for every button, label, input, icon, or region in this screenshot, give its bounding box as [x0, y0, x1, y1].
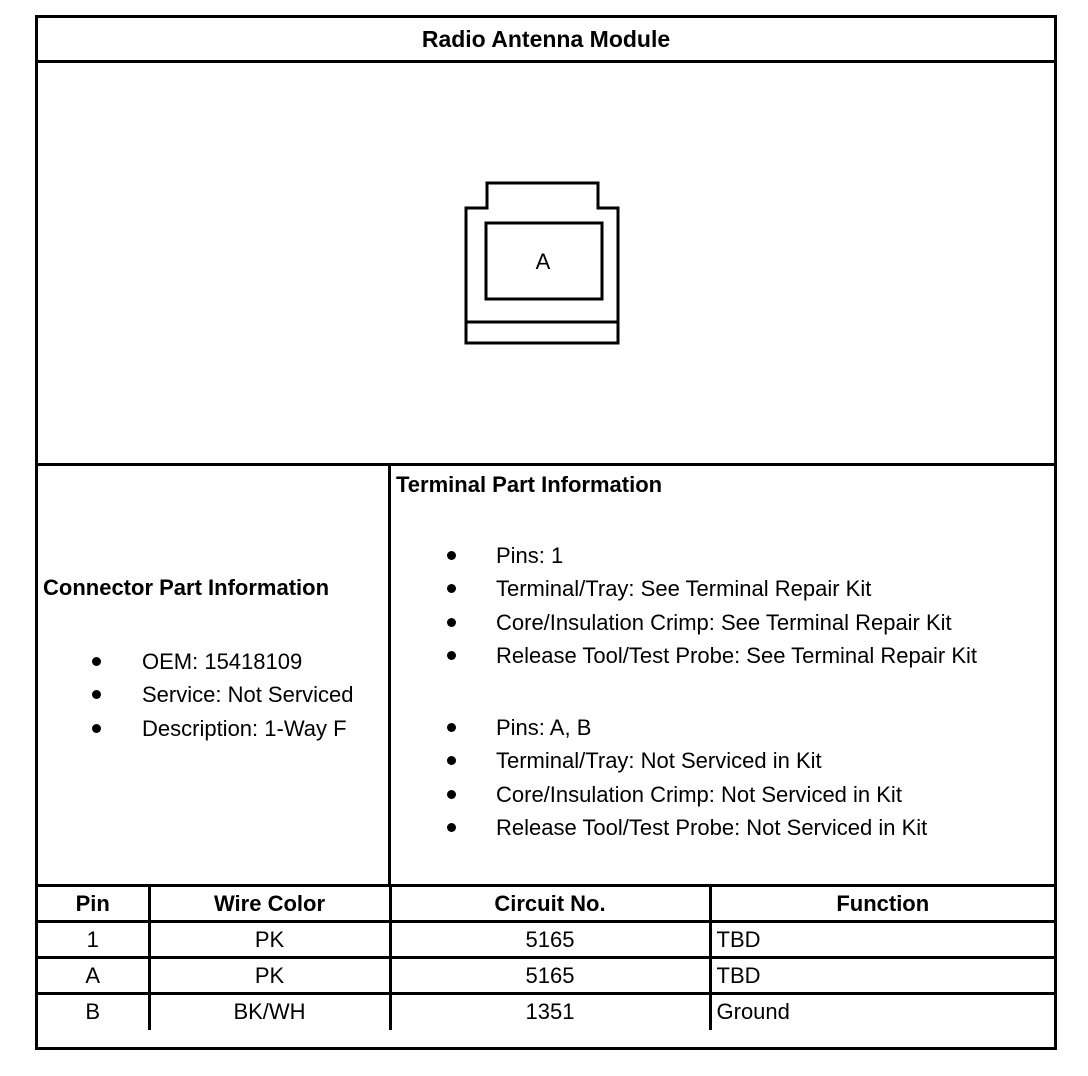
terminal-info-group-2: [447, 711, 927, 844]
cell-wire-color: BK/WH: [149, 994, 390, 1030]
list-item: Pins: A, B: [447, 711, 927, 744]
table-header-row: [38, 886, 1054, 922]
bullet-icon: [447, 651, 456, 660]
bullet-icon: [447, 551, 456, 560]
list-item: Terminal/Tray: Not Serviced in Kit: [447, 744, 927, 777]
header-pin: Pin: [38, 886, 149, 922]
list-item: Core/Insulation Crimp: Not Serviced in Kit: [447, 778, 927, 811]
bullet-icon: [92, 724, 101, 733]
header-function: Function: [710, 886, 1054, 922]
bullet-icon: [447, 618, 456, 627]
cell-circuit-no: 1351: [390, 994, 710, 1030]
terminal-part-info: [391, 466, 1054, 886]
header-circuit-no: Circuit No.: [390, 886, 710, 922]
bullet-icon: [447, 723, 456, 732]
cell-pin: B: [38, 994, 149, 1030]
list-item: Terminal/Tray: See Terminal Repair Kit: [447, 572, 977, 605]
list-item: Pins: 1: [447, 539, 977, 572]
list-item: Description: 1-Way F: [92, 712, 354, 745]
list-item: Core/Insulation Crimp: See Terminal Repair Kit: [447, 606, 977, 639]
pin-table: [38, 884, 1054, 1030]
cell-function: Ground: [710, 994, 1054, 1030]
cell-wire-color: PK: [149, 922, 390, 958]
cell-circuit-no: 5165: [390, 958, 710, 994]
cavity-a-label: A: [535, 249, 551, 274]
cell-pin: 1: [38, 922, 149, 958]
bullet-icon: [92, 690, 101, 699]
table-row: [38, 994, 1054, 1030]
connector-diagram: [38, 63, 1054, 466]
list-item: Service: Not Serviced: [92, 678, 354, 711]
header-wire-color: Wire Color: [149, 886, 390, 922]
page-title: Radio Antenna Module: [38, 18, 1054, 63]
list-item: OEM: 15418109: [92, 645, 354, 678]
cell-function: TBD: [710, 922, 1054, 958]
cell-wire-color: PK: [149, 958, 390, 994]
cell-circuit-no: 5165: [390, 922, 710, 958]
bullet-icon: [447, 790, 456, 799]
terminal-info-heading: Terminal Part Information: [396, 472, 663, 497]
connector-info-list: [92, 645, 354, 745]
bullet-icon: [447, 584, 456, 593]
bullet-icon: [92, 657, 101, 666]
table-row: [38, 958, 1054, 994]
table-row: [38, 922, 1054, 958]
list-item: Release Tool/Test Probe: Not Serviced in Kit: [447, 811, 927, 844]
terminal-info-group-1: [447, 539, 977, 672]
cell-pin: A: [38, 958, 149, 994]
connector-part-info: [38, 466, 391, 886]
connector-info-heading: Connector Part Information: [43, 575, 330, 600]
bullet-icon: [447, 823, 456, 832]
bullet-icon: [447, 756, 456, 765]
connector-face-drawing: [38, 63, 1054, 463]
list-item: Release Tool/Test Probe: See Terminal Repair Kit: [447, 639, 977, 672]
cell-function: TBD: [710, 958, 1054, 994]
connector-end-view-sheet: [35, 15, 1057, 1050]
